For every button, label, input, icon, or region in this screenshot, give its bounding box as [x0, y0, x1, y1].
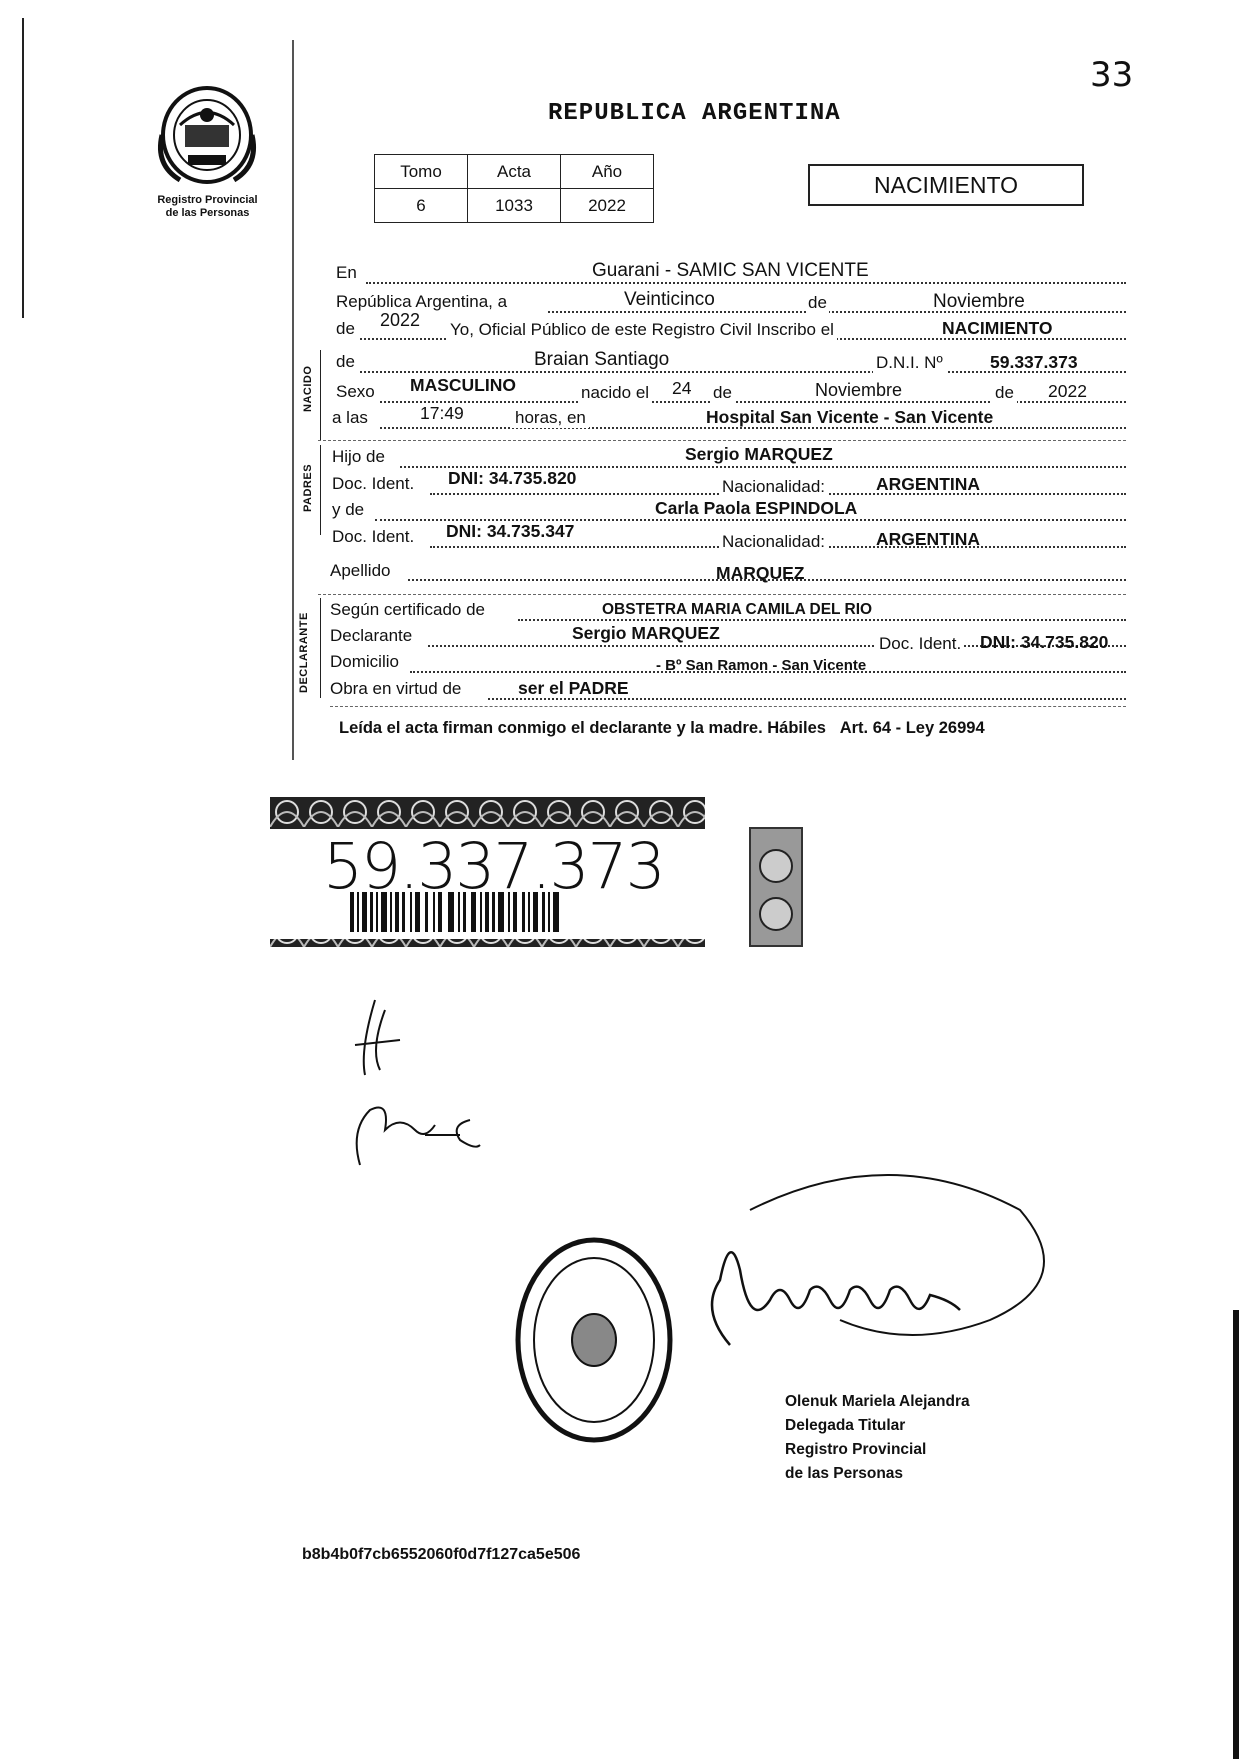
- birth-year: 2022: [1048, 381, 1087, 401]
- closing-statement: Leída el acta firman conmigo el declarante y la madre. Hábiles Art. 64 - Ley 26994: [339, 719, 985, 737]
- birth-month: Noviembre: [815, 380, 903, 400]
- obra-label: Obra en virtud de: [330, 679, 462, 698]
- anio-header: Año: [561, 155, 654, 189]
- nacionalidad-label: Nacionalidad:: [719, 477, 828, 497]
- declarante-label: Declarante: [330, 626, 413, 645]
- binding-line: [292, 40, 294, 760]
- father-name: Sergio MARQUEZ: [685, 444, 833, 464]
- dotted-line: [518, 619, 1126, 621]
- dni-label: D.N.I. Nº: [873, 353, 946, 373]
- official-signature: [690, 1170, 1080, 1350]
- section-divider: [318, 440, 1126, 441]
- official-signature-block: [785, 1390, 970, 1486]
- dotted-line: [366, 282, 1126, 284]
- anio-value: 2022: [561, 189, 654, 223]
- reference-header-row: [375, 155, 654, 189]
- right-edge-line: [1233, 1310, 1239, 1759]
- child-name: Braian Santiago: [534, 349, 670, 370]
- section-bracket: [320, 598, 321, 698]
- month-value: Noviembre: [933, 291, 1025, 312]
- sexo-value: MASCULINO: [410, 375, 516, 395]
- republica-label: República Argentina, a: [336, 292, 508, 311]
- las-label: a las: [332, 408, 368, 427]
- cert-value: OBSTETRA MARIA CAMILA DEL RIO: [602, 601, 873, 618]
- domicilio-label: Domicilio: [330, 652, 399, 671]
- doc-label: Doc. Ident.: [332, 527, 415, 546]
- section-bracket: [320, 445, 321, 535]
- nacido-label: nacido el: [578, 383, 652, 403]
- dni-strip-number: 59.337.373: [323, 830, 664, 903]
- record-type-box: NACIMIENTO: [808, 164, 1084, 206]
- tomo-value: 6: [375, 189, 468, 223]
- record-type-value: NACIMIENTO: [942, 318, 1053, 338]
- page-number: 33: [1090, 55, 1134, 95]
- acta-value: 1033: [468, 189, 561, 223]
- declarante-section-label: DECLARANTE: [298, 612, 310, 693]
- birth-place: Hospital San Vicente - San Vicente: [706, 407, 994, 427]
- day-words: Veinticinco: [624, 289, 715, 310]
- obra-value: ser el PADRE: [518, 678, 629, 698]
- birth-time: 17:49: [420, 403, 464, 423]
- section-bracket: [320, 350, 321, 440]
- official-office: de las Personas: [785, 1465, 904, 1482]
- dotted-line: [548, 311, 1126, 313]
- declarante-value: Sergio MARQUEZ: [572, 623, 720, 643]
- official-office: Registro Provincial: [785, 1441, 927, 1458]
- apellido-value: MARQUEZ: [716, 563, 805, 583]
- de-label: de: [710, 383, 735, 403]
- hijo-label: Hijo de: [332, 447, 385, 466]
- official-stamp: [512, 1232, 677, 1447]
- section-divider: [318, 594, 1126, 595]
- security-seal: [748, 826, 804, 948]
- birth-day: 24: [672, 378, 692, 398]
- official-name: Olenuk Mariela Alejandra: [785, 1393, 970, 1410]
- nacionalidad-label: Nacionalidad:: [719, 532, 828, 552]
- mother-nationality: ARGENTINA: [876, 529, 981, 549]
- cert-label: Según certificado de: [330, 600, 485, 619]
- document-hash: b8b4b0f7cb6552060f0d7f127ca5e506: [302, 1546, 581, 1563]
- de-label: de: [336, 352, 355, 371]
- country-title: REPUBLICA ARGENTINA: [548, 100, 841, 127]
- tomo-header: Tomo: [375, 155, 468, 189]
- child-dni: 59.337.373: [990, 352, 1078, 372]
- en-label: En: [336, 263, 357, 282]
- section-divider: [330, 706, 1126, 707]
- de-label: de: [336, 319, 355, 338]
- doc-label: Doc. Ident.: [876, 634, 964, 654]
- reference-table: [374, 154, 654, 223]
- mother-name: Carla Paola ESPINDOLA: [655, 498, 858, 518]
- declarante-doc: DNI: 34.735.820: [980, 632, 1109, 652]
- mother-doc: DNI: 34.735.347: [446, 521, 575, 541]
- provincial-seal-logo: [150, 85, 265, 190]
- domicilio-value: - Bº San Ramon - San Vicente: [656, 657, 867, 674]
- apellido-label: Apellido: [330, 561, 391, 580]
- horas-label: horas, en: [512, 408, 589, 428]
- year-value: 2022: [380, 310, 421, 330]
- de-label: de: [808, 293, 827, 312]
- nacido-section-label: NACIDO: [302, 365, 314, 412]
- de-label: de: [992, 383, 1017, 403]
- logo-caption: Registro Provincial de las Personas: [157, 194, 258, 219]
- sexo-label: Sexo: [336, 382, 375, 401]
- registry-place: Guarani - SAMIC SAN VICENTE: [592, 260, 869, 281]
- acta-header: Acta: [468, 155, 561, 189]
- left-margin-line: [22, 18, 24, 318]
- handwritten-signature: [340, 990, 500, 1180]
- father-nationality: ARGENTINA: [876, 474, 981, 494]
- father-doc: DNI: 34.735.820: [448, 468, 577, 488]
- reference-value-row: [375, 189, 654, 223]
- padres-section-label: PADRES: [302, 463, 314, 512]
- official-title: Delegada Titular: [785, 1417, 906, 1434]
- yde-label: y de: [332, 500, 365, 519]
- doc-label: Doc. Ident.: [332, 474, 415, 493]
- registrar-statement: Yo, Oficial Público de este Registro Civil Inscribo el: [447, 320, 837, 340]
